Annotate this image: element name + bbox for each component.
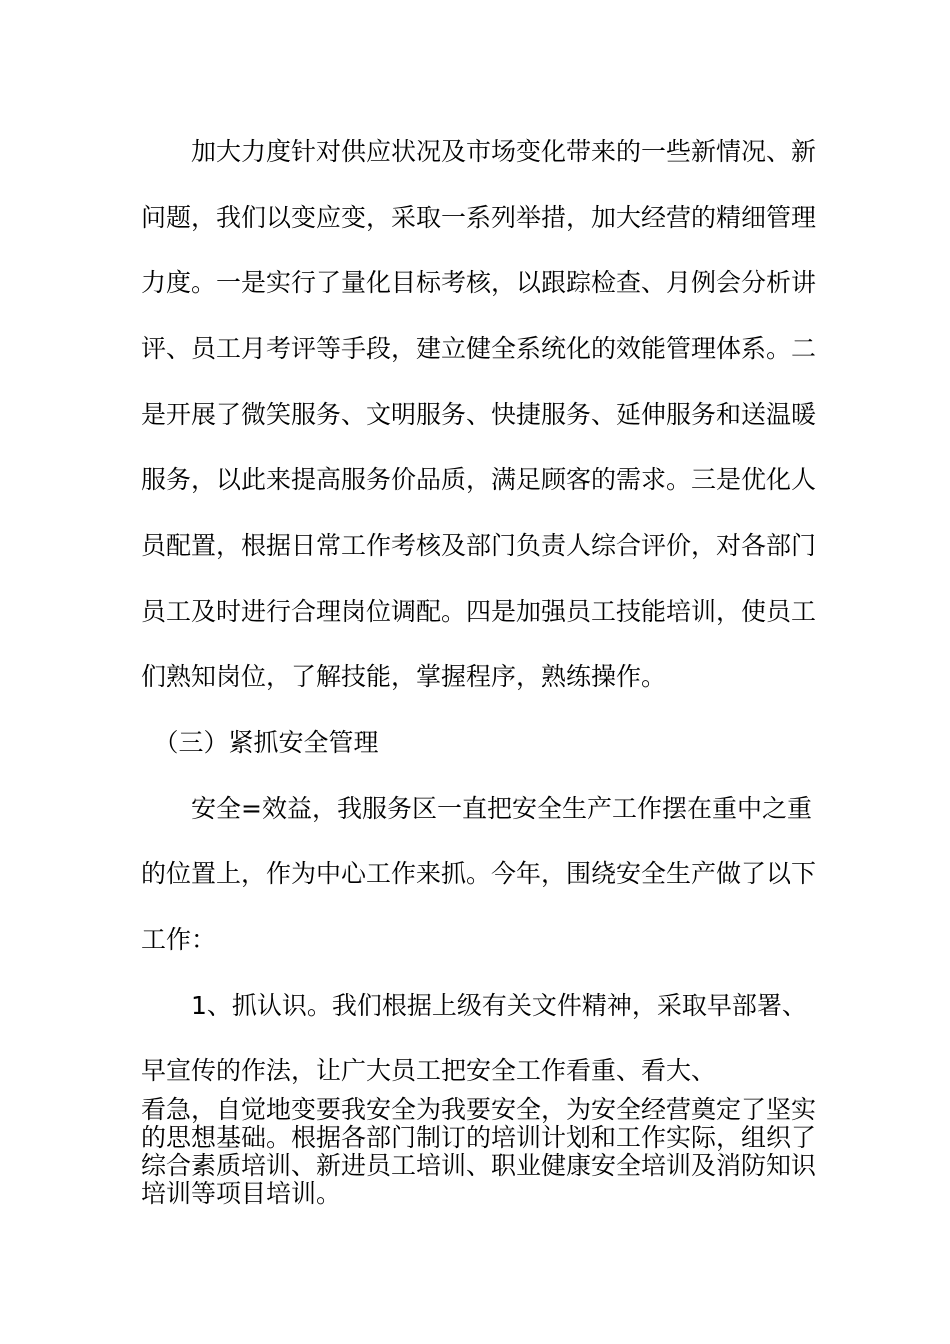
paragraph-3-line-5: 综合素质培训、新进员工培训、职业健康安全培训及消防知识 — [141, 1151, 817, 1180]
paragraph-1-line-3: 力度。一是实行了量化目标考核，以跟踪检查、月例会分析讲 — [141, 268, 817, 297]
paragraph-3-line-2: 早宣传的作法，让广大员工把安全工作看重、看大、 — [141, 1056, 717, 1085]
paragraph-3-line-1: 1、抓认识。我们根据上级有关文件精神，采取早部署、 — [141, 991, 807, 1020]
paragraph-1-line-6: 服务，以此来提高服务价品质，满足顾客的需求。三是优化人 — [141, 465, 817, 494]
paragraph-1-line-5: 是开展了微笑服务、文明服务、快捷服务、延伸服务和送温暖 — [141, 400, 817, 429]
paragraph-1-line-1: 加大力度针对供应状况及市场变化带来的一些新情况、新 — [141, 137, 817, 166]
paragraph-3-line-4: 的思想基础。根据各部门制订的培训计划和工作实际，组织了 — [141, 1123, 817, 1152]
paragraph-1-line-4: 评、员工月考评等手段，建立健全系统化的效能管理体系。二 — [141, 334, 817, 363]
paragraph-1-line-7: 员配置，根据日常工作考核及部门负责人综合评价，对各部门 — [141, 531, 817, 560]
paragraph-2-line-1: 安全=效益，我服务区一直把安全生产工作摆在重中之重 — [141, 794, 812, 823]
paragraph-2-line-2: 的位置上，作为中心工作来抓。今年，围绕安全生产做了以下 — [141, 859, 817, 888]
section-heading: （三）紧抓安全管理 — [141, 728, 379, 757]
paragraph-2-line-3: 工作： — [141, 925, 217, 954]
paragraph-3-line-3: 看急，自觉地变要我安全为我要安全，为安全经营奠定了坚实 — [141, 1095, 817, 1124]
paragraph-3-line-6: 培训等项目培训。 — [141, 1179, 342, 1208]
paragraph-1-line-8: 员工及时进行合理岗位调配。四是加强员工技能培训，使员工 — [141, 597, 817, 626]
paragraph-1-line-2: 问题，我们以变应变，采取一系列举措，加大经营的精细管理 — [141, 203, 817, 232]
paragraph-1-line-9: 们熟知岗位，了解技能，掌握程序，熟练操作。 — [141, 662, 667, 691]
